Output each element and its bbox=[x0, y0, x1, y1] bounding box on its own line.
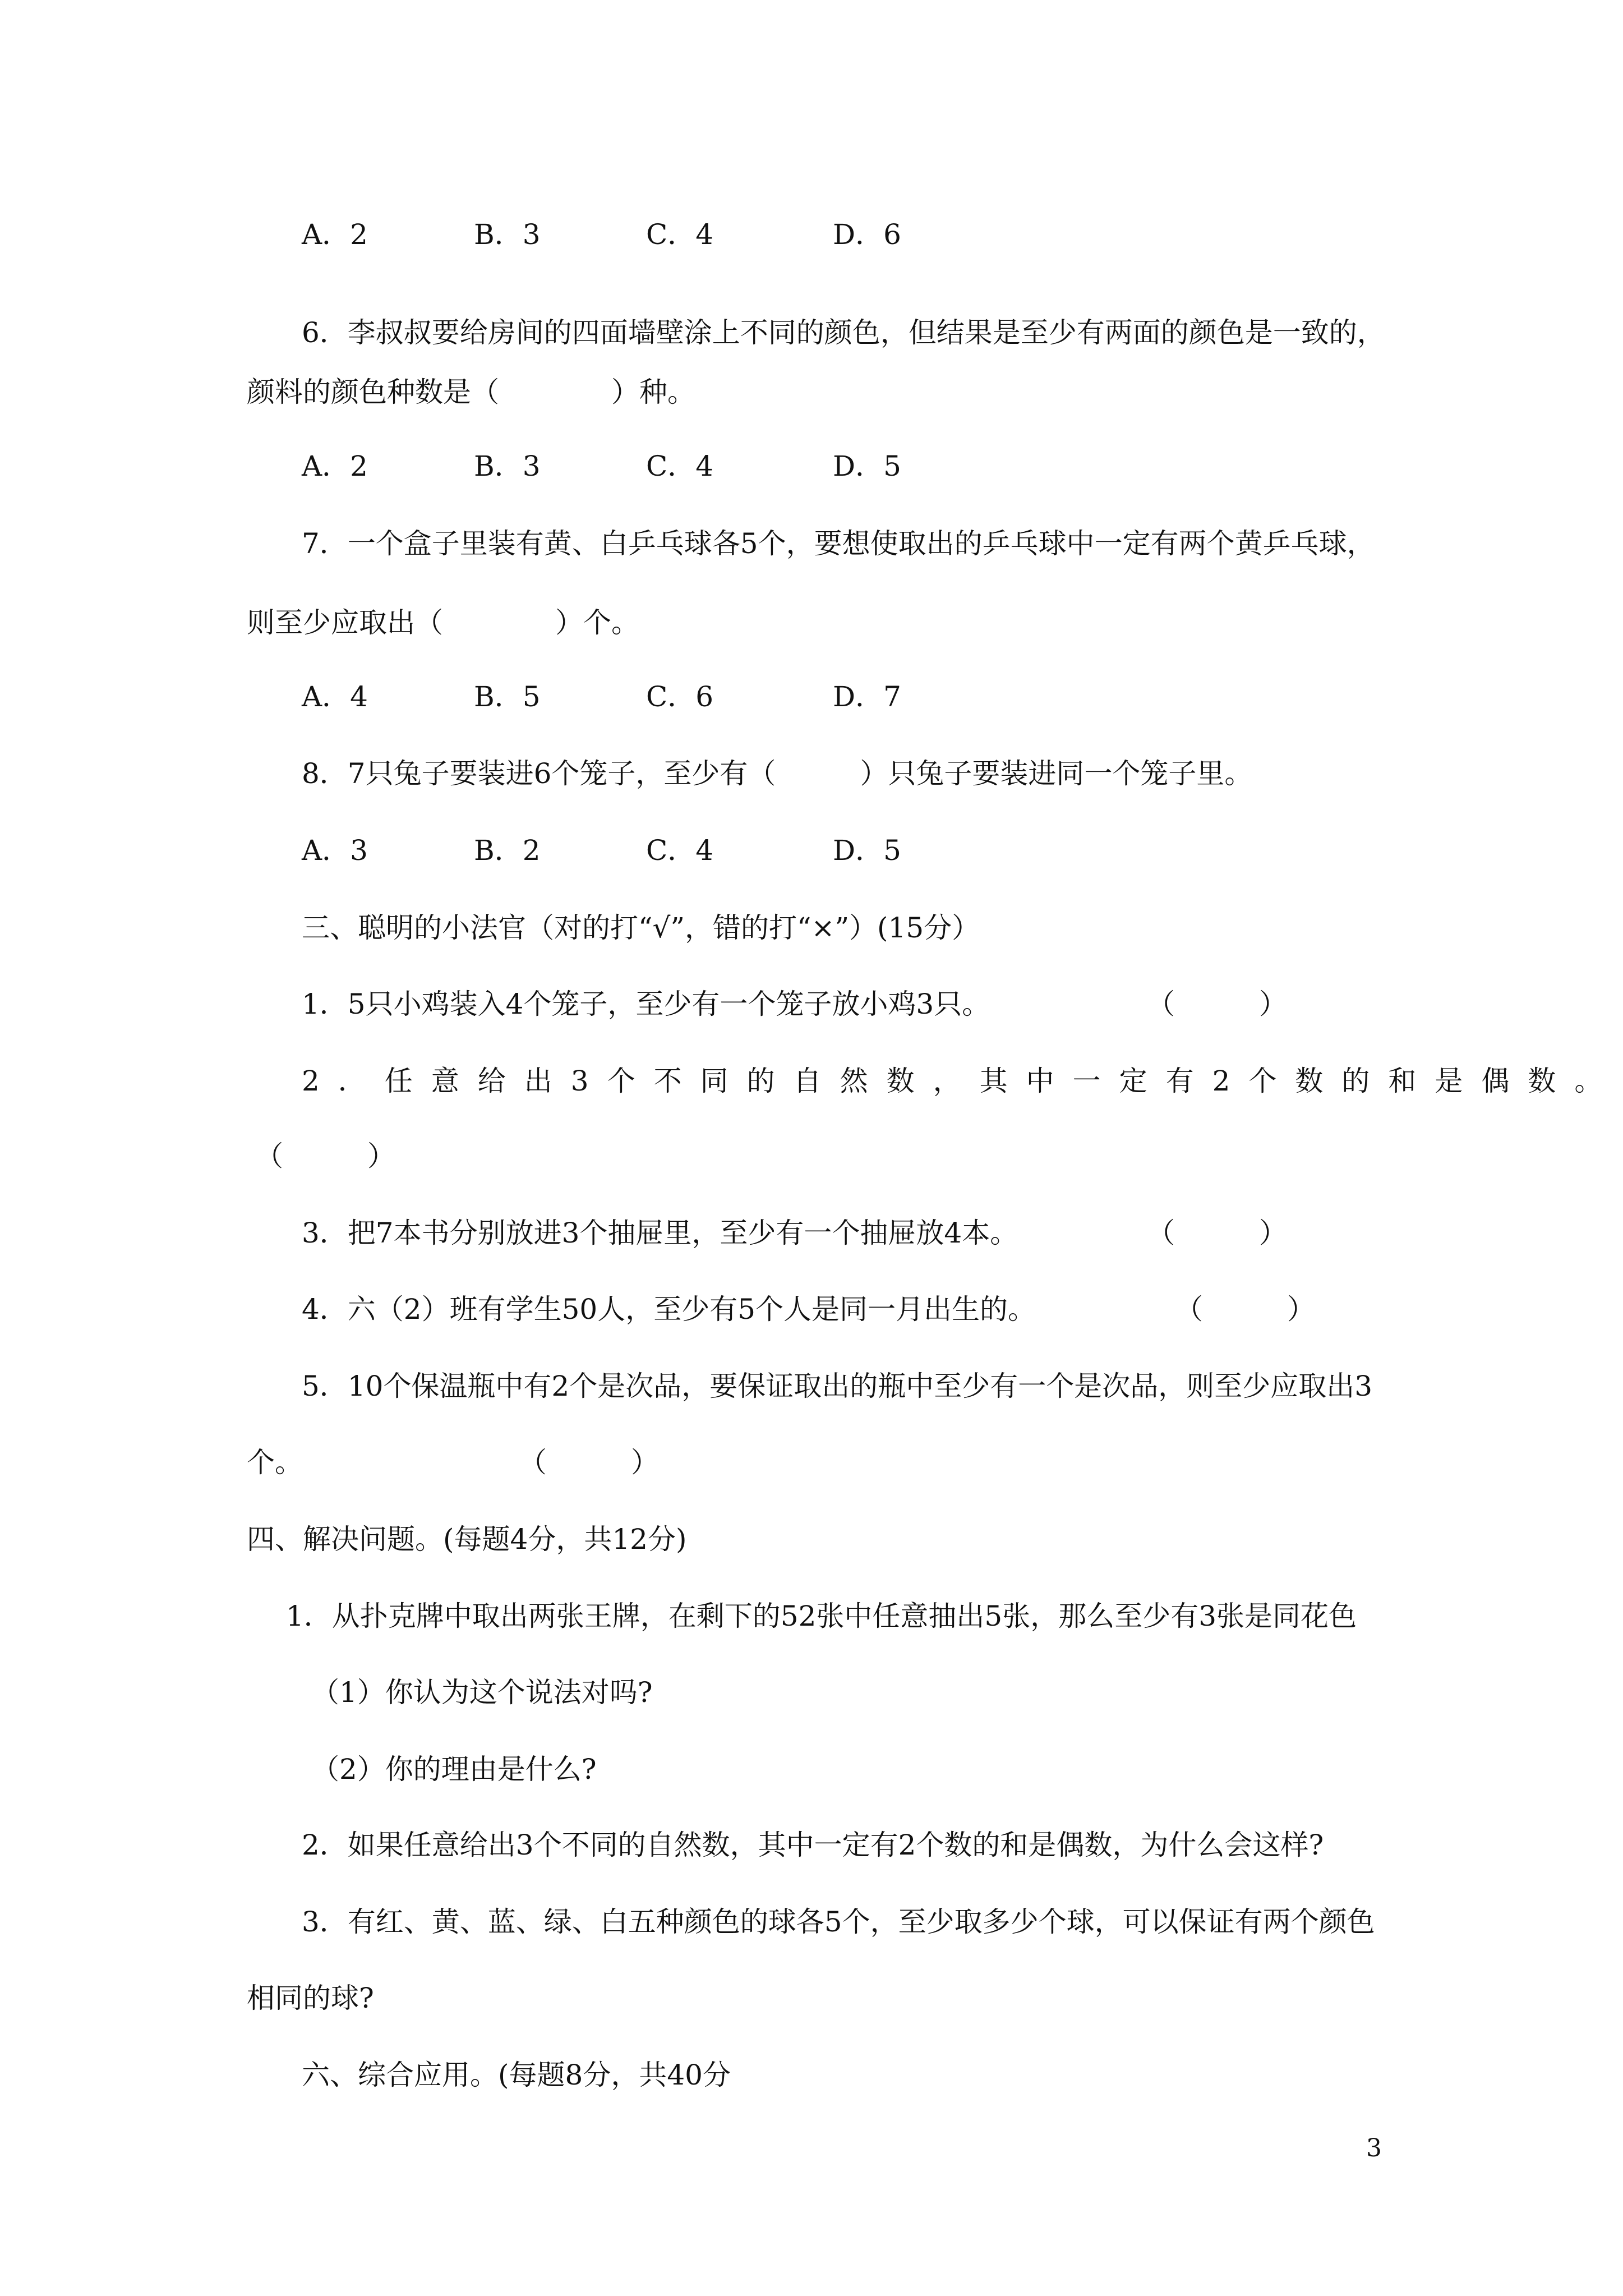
option-b: B．2 bbox=[474, 834, 541, 867]
judge-item-5-blank: （ ） bbox=[519, 1446, 659, 1479]
judge-item-2-text: 2．任意给出3个不同的自然数，其中一定有2个数的和是偶数。 bbox=[302, 1065, 1621, 1097]
option-d: D．7 bbox=[833, 680, 901, 713]
judge-item-1-blank: （ ） bbox=[1147, 988, 1287, 1020]
q6-line-2: 颜料的颜色种数是（ ）种。 bbox=[247, 376, 695, 408]
judge-item-3-blank: （ ） bbox=[1147, 1217, 1287, 1249]
option-a: A．4 bbox=[302, 680, 368, 713]
problem-1-sub-2: （2）你的理由是什么? bbox=[311, 1753, 597, 1786]
section-3-title: 三、聪明的小法官（对的打“√”，错的打“×”）(15分） bbox=[302, 912, 980, 944]
q7-line-1: 7．一个盒子里装有黄、白乒乓球各5个，要想使取出的乒乓球中一定有两个黄乒乓球， bbox=[302, 527, 1375, 560]
option-b: B．3 bbox=[474, 218, 541, 251]
option-a: A．2 bbox=[302, 218, 368, 251]
page-number: 3 bbox=[1366, 2134, 1382, 2162]
option-a: A．2 bbox=[302, 450, 368, 482]
option-c: C．6 bbox=[646, 680, 714, 713]
option-d: D．5 bbox=[833, 834, 901, 867]
section-6-title: 六、综合应用。(每题8分，共40分 bbox=[302, 2059, 731, 2091]
problem-3-line-1: 3．有红、黄、蓝、绿、白五种颜色的球各5个，至少取多少个球，可以保证有两个颜色 bbox=[302, 1906, 1375, 1938]
problem-2: 2．如果任意给出3个不同的自然数，其中一定有2个数的和是偶数，为什么会这样? bbox=[302, 1829, 1324, 1861]
judge-item-5-text-2: 个。 bbox=[247, 1446, 303, 1479]
option-c: C．4 bbox=[646, 834, 714, 867]
judge-item-4-text: 4．六（2）班有学生50人，至少有5个人是同一月出生的。 bbox=[302, 1293, 1036, 1326]
option-d: D．5 bbox=[833, 450, 901, 482]
judge-item-2-blank: （ ） bbox=[255, 1140, 395, 1172]
section-4-title: 四、解决问题。(每题4分，共12分) bbox=[247, 1523, 687, 1556]
q6-line-1: 6．李叔叔要给房间的四面墙壁涂上不同的颜色，但结果是至少有两面的颜色是一致的， bbox=[302, 316, 1385, 349]
problem-1-sub-1: （1）你认为这个说法对吗? bbox=[311, 1676, 653, 1709]
problem-1: 1．从扑克牌中取出两张王牌，在剩下的52张中任意抽出5张，那么至少有3张是同花色 bbox=[286, 1600, 1357, 1632]
option-a: A．3 bbox=[302, 834, 368, 867]
problem-3-line-2: 相同的球? bbox=[247, 1982, 374, 2014]
option-c: C．4 bbox=[646, 450, 714, 482]
judge-item-3-text: 3．把7本书分别放进3个抽屉里，至少有一个抽屉放4本。 bbox=[302, 1217, 1018, 1249]
judge-item-1-text: 1．5只小鸡装入4个笼子，至少有一个笼子放小鸡3只。 bbox=[302, 988, 990, 1020]
judge-item-5-text: 5．10个保温瓶中有2个是次品，要保证取出的瓶中至少有一个是次品，则至少应取出3 bbox=[302, 1370, 1373, 1402]
option-b: B．5 bbox=[474, 680, 541, 713]
q7-line-2: 则至少应取出（ ）个。 bbox=[247, 606, 639, 639]
q8-line-1: 8．7只兔子要装进6个笼子，至少有（ ）只兔子要装进同一个笼子里。 bbox=[302, 757, 1253, 790]
option-d: D．6 bbox=[833, 218, 901, 251]
judge-item-4-blank: （ ） bbox=[1175, 1293, 1315, 1326]
option-b: B．3 bbox=[474, 450, 541, 482]
option-c: C．4 bbox=[646, 218, 714, 251]
